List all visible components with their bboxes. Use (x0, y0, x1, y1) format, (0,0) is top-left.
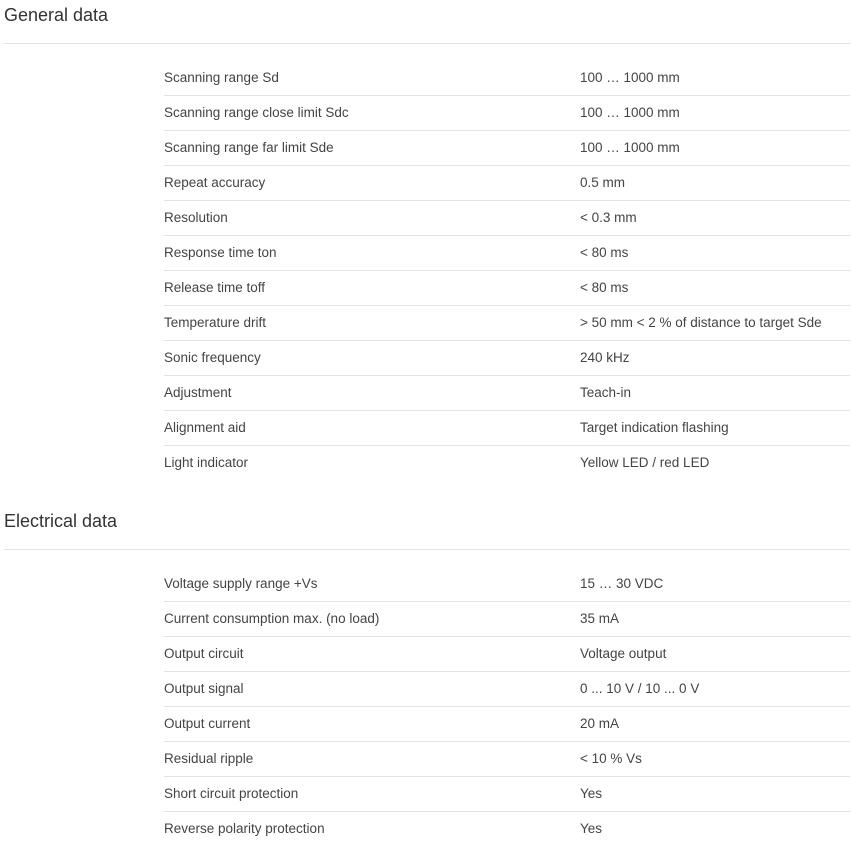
spec-row (164, 567, 850, 601)
spec-table (164, 61, 850, 480)
spec-value: Yellow LED / red LED (580, 455, 710, 470)
spec-label: Alignment aid (164, 420, 246, 435)
spec-row (164, 706, 850, 741)
spec-row (164, 601, 850, 636)
spec-label: Reverse polarity protection (164, 821, 325, 836)
section-divider (4, 43, 850, 44)
spec-row (164, 776, 850, 811)
spec-label: Voltage supply range +Vs (164, 576, 318, 591)
spec-value: Yes (580, 786, 603, 801)
spec-value: 0 ... 10 V / 10 ... 0 V (580, 681, 700, 696)
spec-value: 100 … 1000 mm (580, 105, 680, 120)
spec-value: 15 … 30 VDC (580, 576, 664, 591)
spec-row (164, 340, 850, 375)
section-title: General data (4, 5, 109, 25)
spec-row (164, 61, 850, 95)
spec-row (164, 410, 850, 445)
spec-label: Adjustment (164, 385, 232, 400)
spec-row (164, 305, 850, 340)
section-divider (4, 549, 850, 550)
spec-value: Voltage output (580, 646, 667, 661)
spec-value: 100 … 1000 mm (580, 70, 680, 85)
spec-label: Output circuit (164, 646, 244, 661)
spec-label: Output current (164, 716, 251, 731)
spec-row (164, 671, 850, 706)
spec-table (164, 567, 850, 846)
spec-row (164, 445, 850, 480)
spec-label: Sonic frequency (164, 350, 261, 365)
spec-row (164, 741, 850, 776)
spec-label: Scanning range Sd (164, 70, 279, 85)
spec-value: 100 … 1000 mm (580, 140, 680, 155)
spec-value: > 50 mm < 2 % of distance to target Sde (580, 315, 822, 330)
spec-label: Residual ripple (164, 751, 254, 766)
spec-label: Scanning range far limit Sde (164, 140, 334, 155)
spec-row (164, 130, 850, 165)
spec-label: Current consumption max. (no load) (164, 611, 380, 626)
spec-value: < 80 ms (580, 280, 629, 295)
spec-value: 0.5 mm (580, 175, 626, 190)
spec-value: Yes (580, 821, 603, 836)
spec-value: < 0.3 mm (580, 210, 637, 225)
spec-row (164, 165, 850, 200)
spec-value: 20 mA (580, 716, 620, 731)
spec-value: Target indication flashing (580, 420, 729, 435)
spec-label: Repeat accuracy (164, 175, 266, 190)
spec-label: Resolution (164, 210, 228, 225)
spec-row (164, 200, 850, 235)
spec-row (164, 270, 850, 305)
spec-label: Output signal (164, 681, 244, 696)
spec-value: 240 kHz (580, 350, 630, 365)
spec-label: Release time toff (164, 280, 266, 295)
spec-label: Scanning range close limit Sdc (164, 105, 349, 120)
spec-label: Temperature drift (164, 315, 267, 330)
spec-value: < 80 ms (580, 245, 629, 260)
spec-value: 35 mA (580, 611, 620, 626)
spec-row (164, 95, 850, 130)
section-title: Electrical data (4, 511, 118, 531)
spec-row (164, 375, 850, 410)
spec-label: Response time ton (164, 245, 277, 260)
spec-row (164, 811, 850, 846)
spec-value: < 10 % Vs (580, 751, 642, 766)
spec-label: Short circuit protection (164, 786, 299, 801)
spec-value: Teach-in (580, 385, 632, 400)
spec-row (164, 235, 850, 270)
spec-label: Light indicator (164, 455, 249, 470)
spec-row (164, 636, 850, 671)
